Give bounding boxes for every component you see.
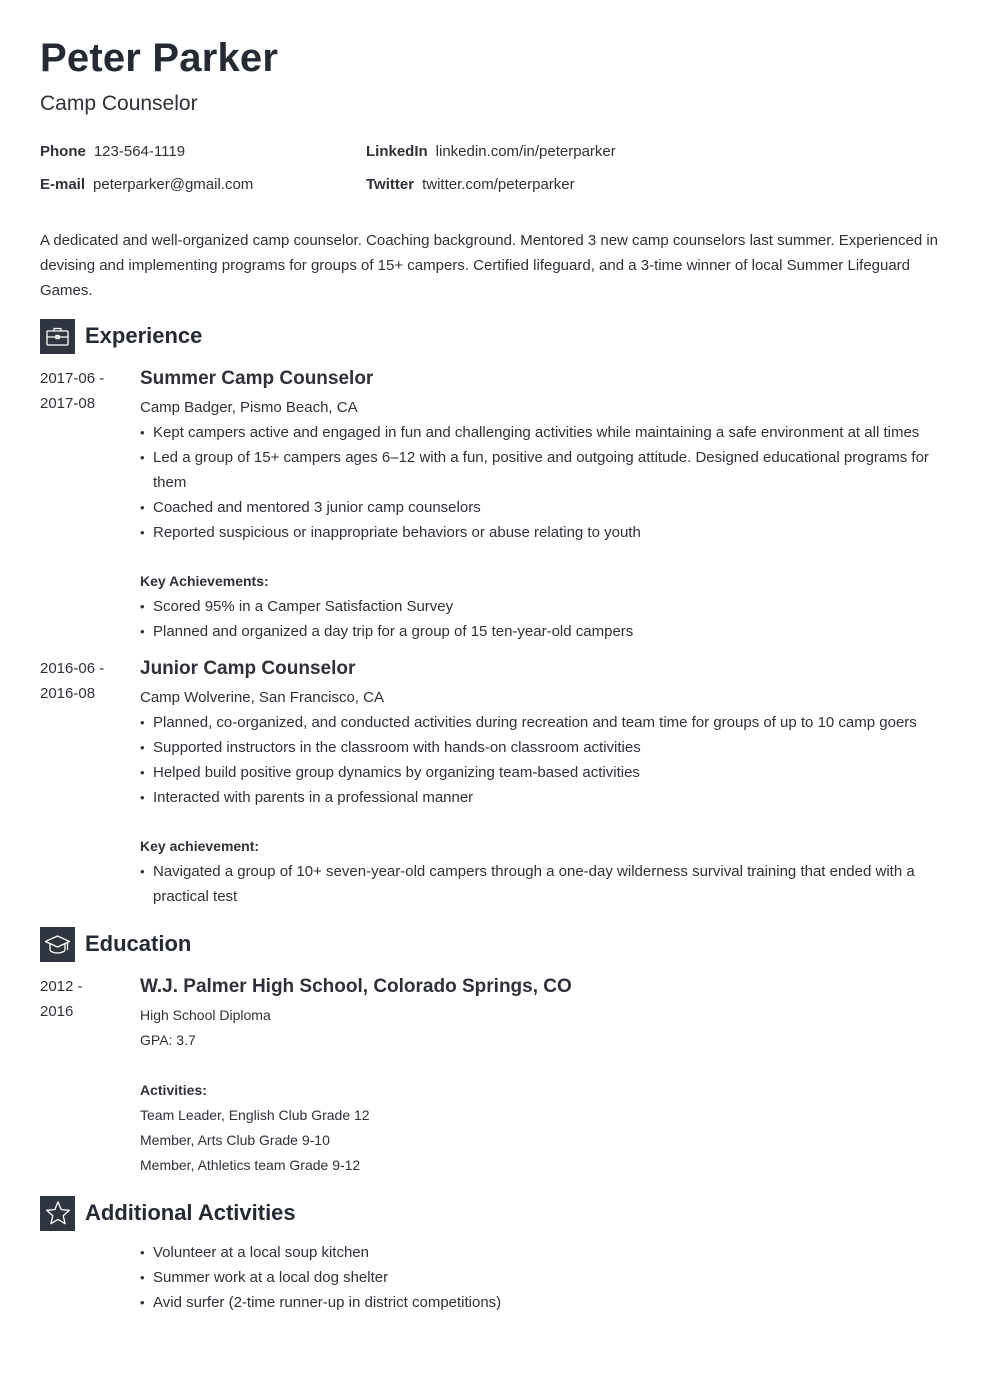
job-2-achievements	[140, 859, 940, 909]
job-2-achievements-label: Key achievement:	[140, 838, 260, 854]
list-item: • Reported suspicious or inappropriate behaviors or abuse relating to youth	[140, 520, 940, 545]
list-item: • Supported instructors in the classroom with hands-on classroom activities	[140, 735, 940, 760]
additional-list	[140, 1240, 940, 1315]
education-section-header	[40, 926, 191, 962]
additional-entry	[140, 1240, 940, 1315]
contact-email	[40, 176, 253, 193]
phone-label: Phone	[40, 143, 86, 160]
degree: High School Diploma	[140, 1007, 271, 1023]
list-item: • Led a group of 15+ campers ages 6–12 with a fun, positive and outgoing attitude. Designed educational programs for them	[140, 445, 940, 495]
experience-section-title: Experience	[85, 323, 203, 348]
linkedin-value: linkedin.com/in/peterparker	[435, 143, 616, 160]
activities-label: Activities:	[140, 1082, 207, 1098]
job-2-dates	[40, 656, 104, 706]
job-2-company: Camp Wolverine, San Francisco, CA	[140, 689, 384, 706]
education-section-title: Education	[85, 931, 192, 956]
list-item: • Scored 95% in a Camper Satisfaction Survey	[140, 594, 940, 619]
list-item: • Volunteer at a local soup kitchen	[140, 1240, 940, 1265]
list-item: • Planned, co-organized, and conducted activities during recreation and team time for groups of up to 10 camp goers	[140, 710, 940, 735]
graduation-cap-icon	[40, 927, 75, 962]
job-1-achievements	[140, 594, 940, 644]
additional-section-title: Additional Activities	[85, 1200, 296, 1225]
list-item: Member, Arts Club Grade 9-10	[140, 1132, 330, 1148]
contact-phone	[40, 143, 185, 160]
additional-section-header	[40, 1195, 296, 1231]
job-2-entry	[140, 656, 940, 909]
candidate-name: Peter Parker	[40, 36, 279, 80]
job-1-date-end: 2017-08	[40, 395, 96, 412]
linkedin-label: LinkedIn	[366, 143, 428, 160]
list-item: Team Leader, English Club Grade 12	[140, 1107, 370, 1123]
phone-value: 123-564-1119	[93, 143, 186, 160]
experience-section-header	[40, 318, 202, 354]
job-1-date-start: 2017-06 -	[40, 370, 105, 387]
contact-linkedin	[366, 143, 616, 160]
job-1-company: Camp Badger, Pismo Beach, CA	[140, 399, 358, 416]
list-item: Member, Athletics team Grade 9-12	[140, 1157, 361, 1173]
list-item: • Helped build positive group dynamics by organizing team-based activities	[140, 760, 940, 785]
star-icon	[40, 1196, 75, 1231]
education-date-end: 2016	[40, 1003, 74, 1020]
education-date-start: 2012 -	[40, 978, 83, 995]
contact-twitter	[366, 176, 575, 193]
job-1-entry	[140, 366, 940, 644]
school-name: W.J. Palmer High School, Colorado Springs, CO	[140, 976, 572, 997]
job-2-date-start: 2016-06 -	[40, 660, 105, 677]
list-item: • Navigated a group of 10+ seven-year-old campers through a one-day wilderness survival training that ended with a practical test	[140, 859, 940, 909]
email-label: E-mail	[40, 176, 86, 193]
list-item: • Kept campers active and engaged in fun and challenging activities while maintaining a safe environment at all times	[140, 420, 940, 445]
twitter-value: twitter.com/peterparker	[422, 176, 575, 193]
education-dates	[40, 974, 83, 1024]
briefcase-icon	[40, 319, 75, 354]
list-item: • Interacted with parents in a professional manner	[140, 785, 940, 810]
candidate-title: Camp Counselor	[40, 92, 198, 115]
job-1-duties	[140, 420, 940, 545]
summary-paragraph: A dedicated and well-organized camp counselor. Coaching background. Mentored 3 new camp counselors last summer. Experienced in devising and implementing programs for groups of 15+ campers. Certified lifeguard, and a 3-time winner of local Summer Lifeguard Games.	[40, 232, 939, 299]
list-item: • Avid surfer (2-time runner-up in district competitions)	[140, 1290, 940, 1315]
job-1-dates	[40, 366, 104, 416]
job-1-title: Summer Camp Counselor	[140, 368, 374, 389]
list-item: • Coached and mentored 3 junior camp counselors	[140, 495, 940, 520]
twitter-label: Twitter	[366, 176, 415, 193]
email-value: peterparker@gmail.com	[93, 176, 254, 193]
job-2-title: Junior Camp Counselor	[140, 658, 356, 679]
gpa: GPA: 3.7	[140, 1032, 196, 1048]
list-item: • Planned and organized a day trip for a group of 15 ten-year-old campers	[140, 619, 940, 644]
list-item: • Summer work at a local dog shelter	[140, 1265, 940, 1290]
job-2-duties	[140, 710, 940, 810]
job-1-achievements-label: Key Achievements:	[140, 573, 269, 589]
job-2-date-end: 2016-08	[40, 685, 96, 702]
education-entry	[140, 974, 940, 1178]
